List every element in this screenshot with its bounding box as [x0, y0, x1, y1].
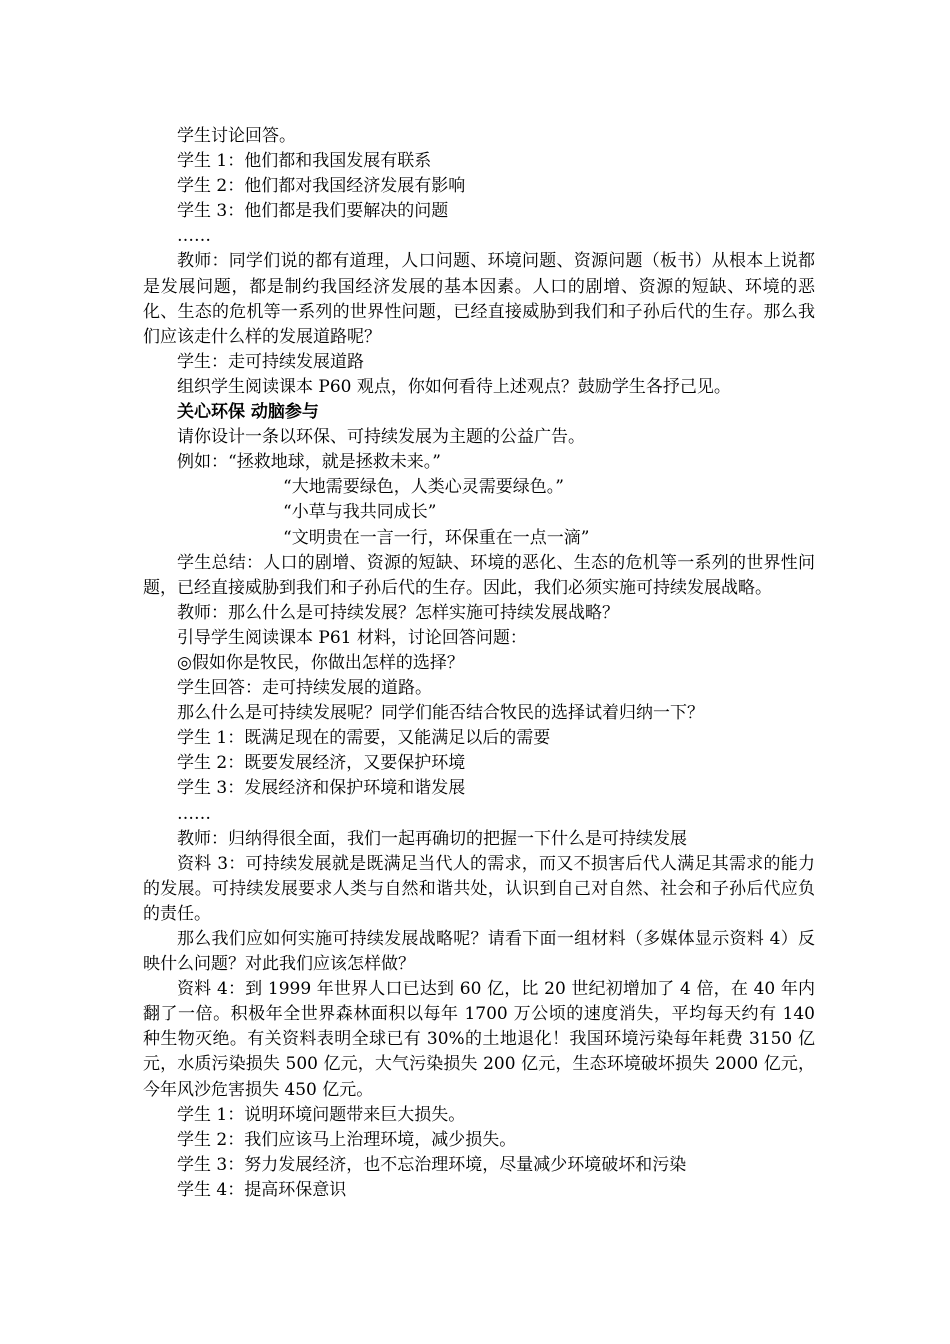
paragraph: 例如：“拯救地球，就是拯救未来。”	[177, 452, 441, 473]
paragraph: 组织学生阅读课本 P60 观点，你如何看待上述观点？鼓励学生各抒己见。	[177, 376, 731, 397]
slogan-quote: “小草与我共同成长”	[283, 502, 437, 523]
paragraph: 资料 4：到 1999 年世界人口已达到 60 亿，比 20 世纪初增加了 4 倍，在 40 年内翻了一倍。积极年全世界森林面积以每年 1700 万公顷的速度消失，平均每天约有 140 种生物灭绝。有关资料表明全球已有 30%的土地退化！我国环境污染每年耗费 3150 亿元，水质污染损失 500 亿元，大气污染损失 200 亿元，生态环境破坏损失 2000 亿元，今年风沙危害损失 450 亿元。	[143, 979, 815, 1100]
paragraph: ◎假如你是牧民，你做出怎样的选择？	[177, 652, 464, 673]
section-heading: 关心环保 动脑参与	[177, 402, 319, 423]
paragraph: 学生回答：走可持续发展的道路。	[177, 678, 432, 699]
paragraph: 学生 3：他们都是我们要解决的问题	[177, 201, 449, 222]
paragraph: 引导学生阅读课本 P61 材料，讨论回答问题：	[177, 627, 527, 648]
slogan-quote: “文明贵在一言一行，环保重在一点一滴”	[283, 527, 590, 548]
paragraph: 教师：归纳得很全面，我们一起再确切的把握一下什么是可持续发展	[177, 828, 687, 849]
paragraph: 那么我们应如何实施可持续发展战略呢？请看下面一组材料（多媒体显示资料 4）反映什么问题？对此我们应该怎样做？	[143, 929, 815, 975]
paragraph: 教师：那么什么是可持续发展？怎样实施可持续发展战略？	[177, 602, 619, 623]
paragraph: 教师：同学们说的都有道理，人口问题、环境问题、资源问题（板书）从根本上说都是发展问题，都是制约我国经济发展的基本因素。人口的剧增、资源的短缺、环境的恶化、生态的危机等一系列的世界性问题，已经直接威胁到我们和子孙后代的生存。那么我们应该走什么样的发展道路呢？	[143, 251, 815, 347]
paragraph: 学生 3：发展经济和保护环境和谐发展	[177, 778, 466, 799]
document-body	[143, 124, 815, 1203]
paragraph: 学生 3：努力发展经济，也不忘治理环境，尽量减少环境破坏和污染	[177, 1154, 687, 1175]
paragraph: 学生 2：他们都对我国经济发展有影响	[177, 176, 466, 197]
paragraph: 学生 1：说明环境问题带来巨大损失。	[177, 1104, 466, 1125]
paragraph: 学生讨论回答。	[177, 126, 296, 146]
paragraph: 学生 1：既满足现在的需要，又能满足以后的需要	[177, 728, 551, 749]
paragraph: 请你设计一条以环保、可持续发展为主题的公益广告。	[177, 427, 585, 448]
slogan-quote: “大地需要绿色，人类心灵需要绿色。”	[283, 477, 564, 498]
ellipsis: ……	[177, 226, 211, 247]
paragraph: 学生 2：既要发展经济，又要保护环境	[177, 753, 466, 774]
ellipsis: ……	[177, 803, 211, 824]
paragraph: 学生 4：提高环保意识	[177, 1179, 347, 1200]
paragraph: 学生 2：我们应该马上治理环境，减少损失。	[177, 1129, 517, 1150]
paragraph: 学生 1：他们都和我国发展有联系	[177, 151, 432, 172]
paragraph: 学生总结：人口的剧增、资源的短缺、环境的恶化、生态的危机等一系列的世界性问题，已经直接威胁到我们和子孙后代的生存。因此，我们必须实施可持续发展战略。	[143, 552, 815, 598]
paragraph: 资料 3：可持续发展就是既满足当代人的需求，而又不损害后代人满足其需求的能力的发展。可持续发展要求人类与自然和谐共处，认识到自己对自然、社会和子孙后代应负的责任。	[143, 853, 815, 924]
paragraph: 那么什么是可持续发展呢？同学们能否结合牧民的选择试着归纳一下？	[177, 703, 704, 724]
paragraph: 学生：走可持续发展道路	[177, 351, 364, 372]
